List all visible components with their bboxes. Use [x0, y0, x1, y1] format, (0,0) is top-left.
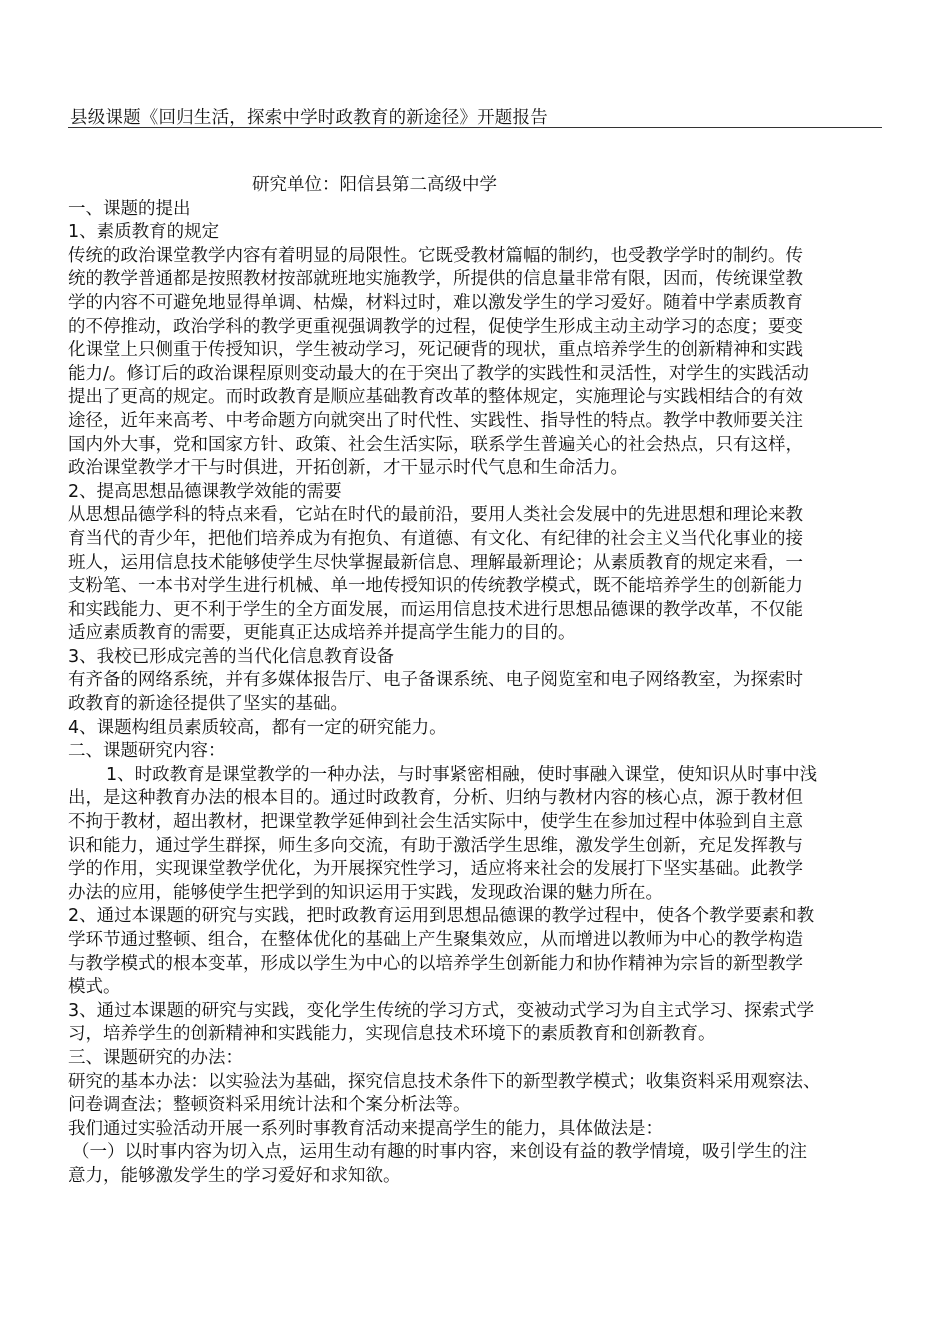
text-line: 与教学模式的根本变革，形成以学生为中心的以培养学生创新能力和协作精神为宗旨的新型教学 [68, 953, 803, 974]
text-line: 学的内容不可避免地显得单调、枯燥，材料过时，难以激发学生的学习爱好。随着中学素质教育 [68, 292, 803, 313]
text-line: 传统的政治课堂教学内容有着明显的局限性。它既受教材篇幅的制约，也受教学学时的制约。传 [68, 245, 803, 266]
text-line: 识和能力，通过学生群探，师生多向交流，有助于激活学生思维，激发学生创新，充足发挥教与 [68, 835, 803, 856]
text-line: 班人，运用信息技术能够使学生尽快掌握最新信息、理解最新理论；从素质教育的规定来看，一 [68, 552, 803, 573]
header-divider [68, 127, 882, 128]
section-heading: 三、课题研究的办法： [68, 1047, 243, 1068]
text-line: 学环节通过整顿、组合，在整体优化的基础上产生聚集效应，从而增进以教师为中心的教学构造 [68, 930, 803, 950]
section-heading: 一、课题的提出 [68, 198, 191, 219]
text-line: 3、通过本课题的研究与实践，变化学生传统的学习方式，变被动式学习为自主式学习、探索式学 [68, 1000, 815, 1021]
section-heading: 2、提高思想品德课教学效能的需要 [68, 481, 342, 502]
section-heading: 4、课题构组员素质较高，都有一定的研究能力。 [68, 717, 447, 738]
text-line: 意力，能够激发学生的学习爱好和求知欲。 [68, 1165, 401, 1186]
text-line: 问卷调查法；整顿资料采用统计法和个案分析法等。 [68, 1095, 471, 1116]
text-line: 国内外大事，党和国家方针、政策、社会生活实际，联系学生普遍关心的社会热点，只有这样， [68, 434, 803, 455]
document-header-title: 县级课题《回归生活，探索中学时政教育的新途径》开题报告 [70, 108, 548, 128]
text-line: 化课堂上只侧重于传授知识，学生被动学习，死记硬背的现状，重点培养学生的创新精神和实践 [68, 340, 803, 361]
section-heading: 3、我校已形成完善的当代化信息教育设备 [68, 646, 395, 667]
text-line: 学的作用，实现课堂教学优化，为开展探究性学习，适应将来社会的发展打下坚实基础。此教学 [68, 859, 803, 880]
text-line: （一）以时事内容为切入点，运用生动有趣的时事内容，来创设有益的教学情境，吸引学生的注 [72, 1142, 807, 1163]
section-heading: 二、课题研究内容： [68, 741, 226, 762]
text-line: 提出了更高的规定。而时政教育是顺应基础教育改革的整体规定，实施理论与实践相结合的有效 [68, 387, 803, 408]
text-line: 我们通过实验活动开展一系列时事教育活动来提高学生的能力，具体做法是： [68, 1118, 663, 1139]
text-line: 习，培养学生的创新精神和实践能力，实现信息技术环境下的素质教育和创新教育。 [68, 1024, 716, 1045]
text-line: 支粉笔、一本书对学生进行机械、单一地传授知识的传统教学模式，既不能培养学生的创新能力 [68, 576, 803, 597]
text-line: 办法的应用，能够使学生把学到的知识运用于实践，发现政治课的魅力所在。 [68, 882, 663, 903]
text-line: 1、时政教育是课堂教学的一种办法，与时事紧密相融，使时事融入课堂，使知识从时事中浅 [106, 764, 818, 785]
text-line: 政治课堂教学才干与时俱进，开拓创新，才干显示时代气息和生命活力。 [68, 458, 628, 479]
text-line: 不拘于教材，超出教材，把课堂教学延伸到社会生活实际中，使学生在参加过程中体验到自主意 [68, 812, 803, 833]
research-unit: 研究单位：阳信县第二高级中学 [252, 175, 497, 195]
section-heading: 1、素质教育的规定 [68, 222, 220, 243]
text-line: 能力/。修订后的政治课程原则变动最大的在于突出了教学的实践性和灵活性，对学生的实践活动 [68, 363, 809, 384]
text-line: 研究的基本办法：以实验法为基础，探究信息技术条件下的新型教学模式；收集资料采用观察法、 [68, 1071, 821, 1092]
text-line: 的不停推动，政治学科的教学更重视强调教学的过程，促使学生形成主动主动学习的态度；要变 [68, 316, 803, 337]
text-line: 途径，近年来高考、中考命题方向就突出了时代性、实践性、指导性的特点。教学中教师要关注 [68, 410, 803, 431]
text-line: 育当代的青少年，把他们培养成为有抱负、有道德、有文化、有纪律的社会主义当代化事业的接 [68, 528, 803, 549]
text-line: 模式。 [68, 977, 121, 998]
text-line: 2、通过本课题的研究与实践，把时政教育运用到思想品德课的教学过程中，使各个教学要素和教 [68, 906, 815, 927]
text-line: 适应素质教育的需要，更能真正达成培养并提高学生能力的目的。 [68, 623, 576, 644]
text-line: 政教育的新途径提供了坚实的基础。 [68, 694, 348, 715]
text-line: 从思想品德学科的特点来看，它站在时代的最前沿，要用人类社会发展中的先进思想和理论来教 [68, 505, 803, 526]
text-line: 统的教学普通都是按照教材按部就班地实施教学，所提供的信息量非常有限，因而，传统课堂教 [68, 269, 803, 290]
text-line: 有齐备的网络系统，并有多媒体报告厅、电子备课系统、电子阅览室和电子网络教室，为探索时 [68, 670, 803, 691]
text-line: 和实践能力、更不利于学生的全方面发展，而运用信息技术进行思想品德课的教学改革，不仅能 [68, 599, 803, 620]
document-body [68, 174, 884, 1189]
text-line: 出，是这种教育办法的根本目的。通过时政教育，分析、归纳与教材内容的核心点，源于教材但 [68, 788, 803, 809]
paragraph-lines [68, 198, 884, 1189]
